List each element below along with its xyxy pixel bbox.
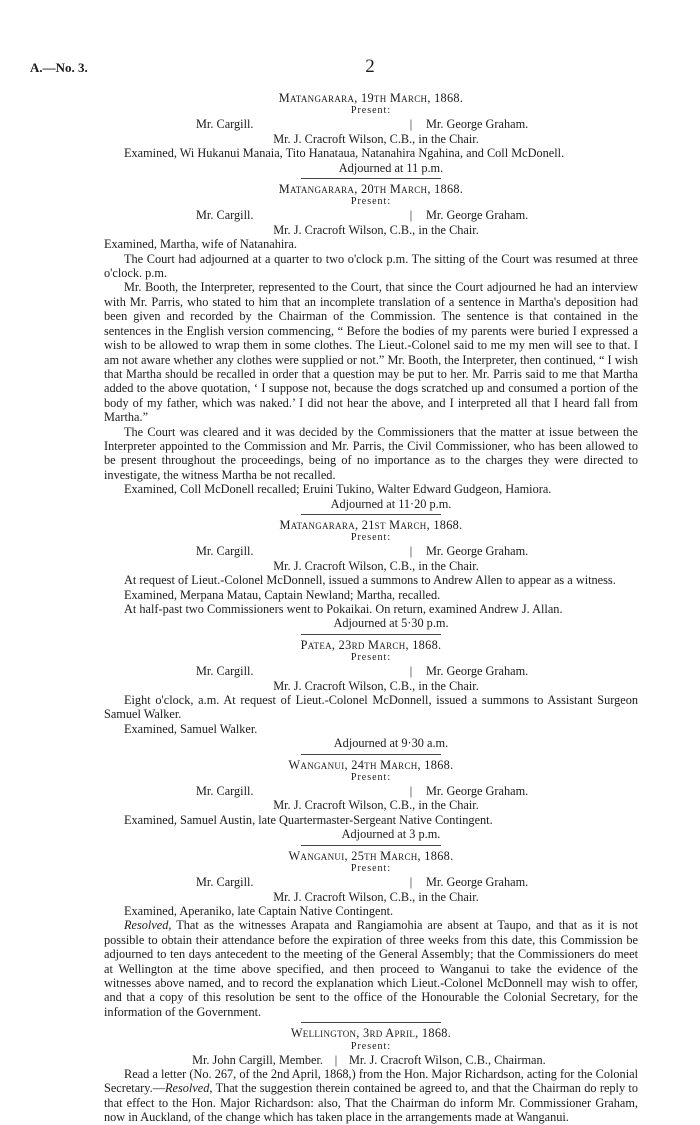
- member-left: Mr. Cargill.: [196, 208, 254, 223]
- paragraph: Examined, Wi Hukanui Manaia, Tito Hanataua, Natanahira Ngahina, and Coll McDonell.: [124, 146, 565, 161]
- session-date: Wanganui, 25th March, 1868.: [288, 848, 454, 863]
- present-heading: Present:: [350, 105, 392, 117]
- paragraph: At half-past two Commissioners went to Pokaikai. On return, examined Andrew J. Allan.: [124, 602, 563, 616]
- chair-line: Mr. J. Cracroft Wilson, C.B., in the Chair.: [273, 558, 479, 573]
- adjourned-line: Adjourned at 11·20 p.m.: [330, 496, 452, 511]
- session-date: Matangarara, 20th March, 1868.: [278, 182, 464, 197]
- present-members: [104, 1053, 638, 1067]
- member-left: Mr. Cargill.: [196, 117, 254, 132]
- divider: [301, 634, 441, 635]
- session-date: Wellington, 3rd April, 1868.: [290, 1026, 452, 1041]
- member-separator: |: [409, 664, 413, 679]
- member-separator: |: [409, 784, 413, 799]
- member-separator: |: [409, 875, 413, 890]
- adjourned-line: Adjourned at 3 p.m.: [341, 827, 441, 842]
- session-24-march: [104, 758, 638, 846]
- paragraph: At request of Lieut.-Colonel McDonnell, issued a summons to Andrew Allen to appear as a witness.: [124, 573, 616, 588]
- divider: [301, 178, 441, 179]
- member-right: Mr. George Graham.: [426, 664, 529, 679]
- chair-line: Mr. J. Cracroft Wilson, C.B., in the Chair.: [273, 889, 479, 904]
- session-21-march: [104, 518, 638, 635]
- member-separator: |: [409, 117, 413, 132]
- session-date: Patea, 23rd March, 1868.: [300, 637, 442, 652]
- present-members: [104, 875, 638, 889]
- member-left: Mr. Cargill.: [196, 784, 254, 799]
- adjourned-line: Adjourned at 9·30 a.m.: [333, 736, 449, 751]
- chair-line: Mr. J. Cracroft Wilson, C.B., in the Chair.: [273, 131, 479, 146]
- member-left: Mr. Cargill.: [196, 664, 254, 679]
- session-25-march: [104, 849, 638, 1023]
- member-right: Mr. George Graham.: [426, 875, 529, 890]
- letter-paragraph: [104, 1067, 638, 1125]
- chair-line: Mr. J. Cracroft Wilson, C.B., in the Chair.: [273, 222, 479, 237]
- session-3-april: [104, 1026, 638, 1124]
- member-separator: |: [334, 1052, 338, 1067]
- member-right: Mr. J. Cracroft Wilson, C.B., Chairman.: [349, 1052, 546, 1067]
- session-19-march: [104, 91, 638, 179]
- paragraph: Examined, Martha, wife of Natanahira.: [104, 237, 297, 252]
- resolved-label: Resolved,: [124, 918, 172, 933]
- adjourned-line: Adjourned at 5·30 p.m.: [333, 616, 449, 631]
- present-members: [104, 664, 638, 678]
- present-heading: Present:: [350, 196, 392, 208]
- chair-line: Mr. J. Cracroft Wilson, C.B., in the Chair.: [273, 678, 479, 693]
- paragraph: Eight o'clock, a.m. At request of Lieut.-Colonel McDonnell, issued a summons to Assistant Surgeon Samuel Walker.: [104, 693, 638, 722]
- paragraph: Examined, Aperaniko, late Captain Native Contingent.: [124, 903, 394, 918]
- divider: [301, 514, 441, 515]
- paragraph: Examined, Coll McDonell recalled; Eruini Tukino, Walter Edward Gudgeon, Hamiora.: [124, 482, 552, 497]
- adjourned-line: Adjourned at 11 p.m.: [338, 160, 444, 175]
- minutes-body: [104, 91, 638, 1125]
- member-separator: |: [409, 208, 413, 223]
- paragraph: Examined, Samuel Austin, late Quartermaster-Sergeant Native Contingent.: [124, 812, 493, 827]
- present-members: [104, 544, 638, 558]
- present-heading: Present:: [350, 652, 392, 664]
- session-date: Matangarara, 19th March, 1868.: [278, 91, 464, 105]
- paragraph: Examined, Merpana Matau, Captain Newland; Martha, recalled.: [124, 587, 441, 602]
- chair-line: Mr. J. Cracroft Wilson, C.B., in the Chair.: [273, 798, 479, 813]
- series-label: A.—No. 3.: [30, 60, 88, 75]
- resolution-paragraph: [104, 918, 638, 1019]
- present-heading: Present:: [350, 772, 392, 784]
- divider: [301, 1022, 441, 1023]
- present-heading: Present:: [350, 1040, 392, 1052]
- member-right: Mr. George Graham.: [426, 784, 529, 799]
- paragraph: The Court had adjourned at a quarter to two o'clock p.m. The sitting of the Court was resumed at three o'clock. p.m.: [104, 251, 638, 281]
- present-heading: Present:: [350, 863, 392, 875]
- present-members: [104, 117, 638, 131]
- member-separator: |: [409, 544, 413, 559]
- session-date: Wanganui, 24th March, 1868.: [288, 757, 454, 772]
- present-members: [104, 208, 638, 222]
- resolved-label: Resolved,: [165, 1081, 213, 1096]
- member-left: Mr. Cargill.: [196, 875, 254, 890]
- divider: [301, 754, 441, 755]
- paragraph: Mr. Booth, the Interpreter, represented to the Court, that since the Court adjourned he had an interview with Mr. Parris, who stated to him that an incomplete translation of a sentence in Martha's deposition had been given and recorded by the Chairman of the Commission. The sentence is that contained in the sentences in the English version commencing, “ Before the bodies of my parents were buried I expressed a wish to be allowed to wrap them in some clothes. The Lieut.-Colonel said to me my men will see to that. I am not aware whether any clothes were supplied or not.” Mr. Booth, the Interpreter, then continued, “ I wish that Martha should be recalled in order that a question may be put to her. Mr. Parris said to me that Martha added to the above quotation, ‘ I suppose not, because the dogs scratched up and consumed a portion of the body of my father, which was naked.’ I did not hear the above, and I interpreted all that I heard fall from Martha.”: [104, 280, 638, 425]
- present-members: [104, 784, 638, 798]
- session-20-march: [104, 182, 638, 515]
- member-left: Mr. Cargill.: [196, 544, 254, 559]
- paragraph: Examined, Samuel Walker.: [124, 721, 258, 736]
- paragraph: The Court was cleared and it was decided by the Commissioners that the matter at issue between the Interpreter appointed to the Commission and Mr. Parris, the Civil Commissioner, who has been allowed to be present throughout the proceedings, being of no importance as to the charges they were directed to investigate, the witness Martha be not recalled.: [104, 424, 638, 482]
- resolution-text: That as the witnesses Arapata and Rangiamohia are absent at Taupo, and that as it is not possible to obtain their attendance before the expiration of three weeks from this date, this Commission be adjourned to ten days antecedent to the meeting of the General Assembly; that the Commissioners do meet at Wellington at the time above specified, and then proceed to Wanganui to take the evidence of the witnesses above named, and to record the explanation which Lieut.-Colonel McDonnell may wish to offer, and that a copy of this resolution be sent to the office of the Honourable the Colonial Secretary, for the information of the Government.: [104, 918, 638, 1019]
- member-left: Mr. John Cargill, Member.: [192, 1052, 323, 1067]
- member-right: Mr. George Graham.: [426, 544, 529, 559]
- session-23-march: [104, 638, 638, 755]
- divider: [301, 845, 441, 846]
- member-right: Mr. George Graham.: [426, 117, 529, 132]
- session-date: Matangarara, 21st March, 1868.: [279, 517, 463, 532]
- page-number: 2: [365, 56, 375, 77]
- resolution-text: That the suggestion therein contained be agreed to, and that the Chairman do reply to that effect to the Hon. Major Richardson: also, That the Chairman do inform Mr. Commissioner Graham, now in Auckland, of the change which has taken place in the arrangements made at Wanganui.: [104, 1081, 638, 1125]
- letter-text: Read a letter (No. 267, of the 2nd April, 1868,) from the Hon. Major Richardson, acting for the Colonial Secretary.—: [104, 1066, 638, 1096]
- present-heading: Present:: [350, 532, 392, 544]
- member-right: Mr. George Graham.: [426, 208, 529, 223]
